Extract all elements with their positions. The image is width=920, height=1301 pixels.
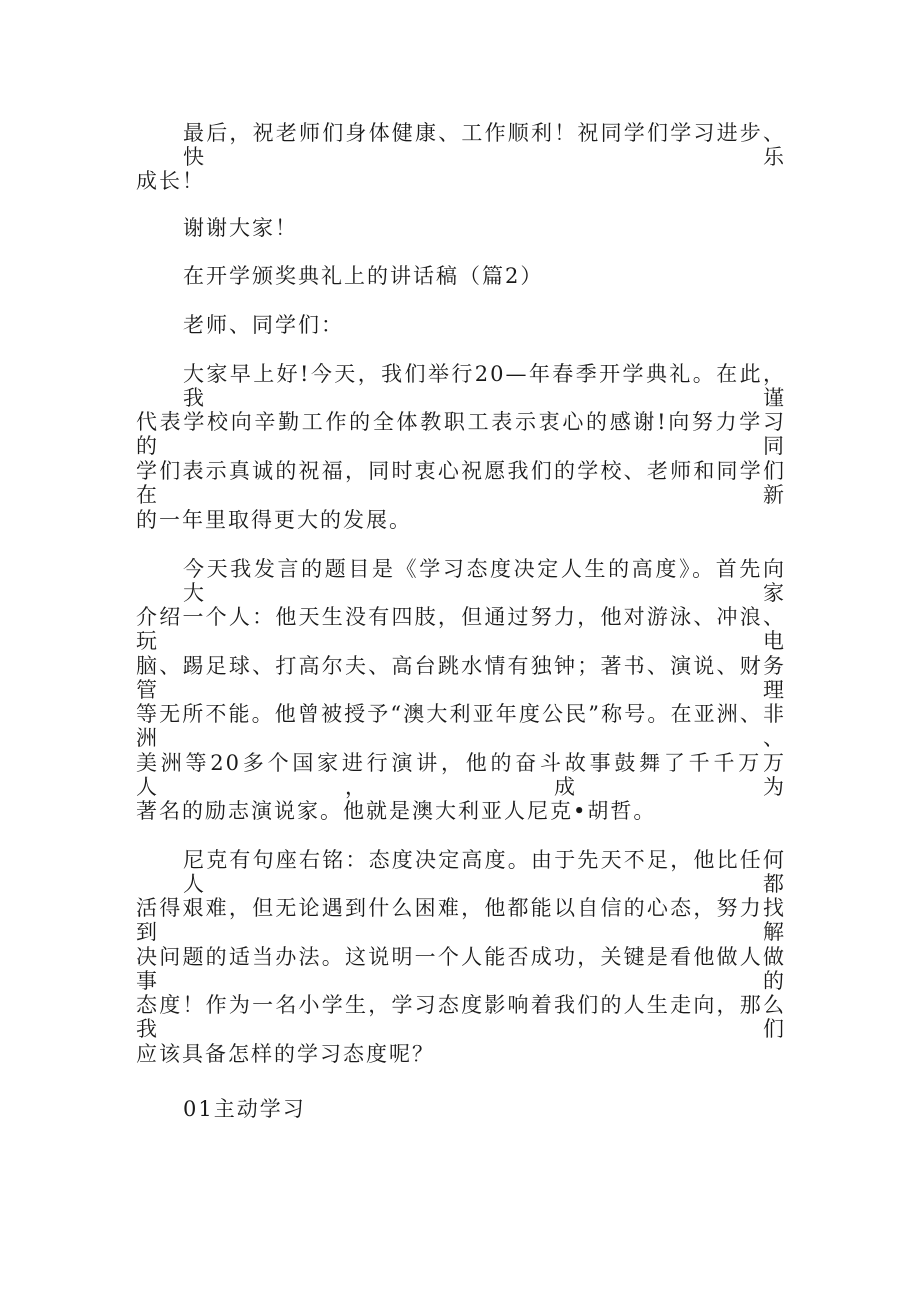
text-line: 等无所不能。他曾被授予“澳大利亚年度公民”称号。在亚洲、非洲、 — [136, 702, 786, 750]
text-line: 最后，祝老师们身体健康、工作顺利！祝同学们学习进步、快乐 — [183, 121, 786, 169]
text-line: 的一年里取得更大的发展。 — [136, 508, 412, 532]
text-line: 尼克有句座右铭：态度决定高度。由于先天不足，他比任何人都 — [183, 848, 786, 896]
text-line: 成长！ — [136, 169, 205, 193]
section-heading: 在开学颁奖典礼上的讲话稿（篇2） — [183, 264, 544, 288]
text-line: 应该具备怎样的学习态度呢？ — [136, 1042, 435, 1066]
text-line: 活得艰难，但无论遇到什么困难，他都能以自信的心态，努力找到解 — [136, 896, 786, 944]
text-line: 谢谢大家！ — [183, 216, 298, 240]
text-line: 代表学校向辛勤工作的全体教职工表示衷心的感谢!向努力学习的同 — [136, 410, 786, 458]
text-line: 介绍一个人：他天生没有四肢，但通过努力，他对游泳、冲浪、玩电 — [136, 605, 786, 653]
subheading: 01主动学习 — [183, 1097, 306, 1121]
text-line: 著名的励志演说家。他就是澳大利亚人尼克•胡哲。 — [136, 799, 657, 823]
text-line: 决问题的适当办法。这说明一个人能否成功，关键是看他做人做事的 — [136, 945, 786, 993]
text-line: 美洲等20多个国家进行演讲，他的奋斗故事鼓舞了千千万万人，成为 — [136, 751, 786, 799]
text-line: 今天我发言的题目是《学习态度决定人生的高度》。首先向大家 — [183, 557, 786, 605]
text-line: 学们表示真诚的祝福，同时衷心祝愿我们的学校、老师和同学们在新 — [136, 459, 786, 507]
text-line: 脑、踢足球、打高尔夫、高台跳水情有独钟；著书、演说、财务管理 — [136, 654, 786, 702]
salutation: 老师、同学们： — [183, 313, 344, 337]
text-line: 大家早上好!今天，我们举行20—年春季开学典礼。在此，我谨 — [183, 362, 786, 410]
text-line: 态度！作为一名小学生，学习态度影响着我们的人生走向，那么我们 — [136, 993, 786, 1041]
